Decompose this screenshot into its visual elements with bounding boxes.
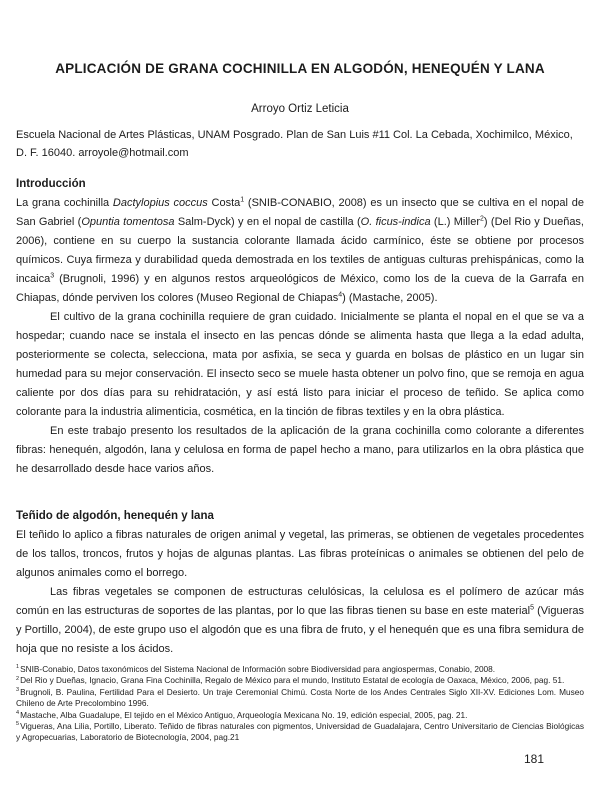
- footnotes: [16, 664, 584, 744]
- paragraph: [16, 526, 584, 583]
- text-run: (Vigueras y Portillo, 2004), de este grupo uso el algodón que es una fibra de fruto, y el henequén que es una fibra semidura de hoja que no resiste a los ácidos.: [16, 605, 585, 655]
- paragraph: [16, 583, 584, 659]
- text-run: El teñido lo aplico a fibras naturales de origen animal y vegetal, las primeras, se obtienen de vegetales procedentes de los tallos, troncos, frutos y hojas de algunas plantas. Las fibras proteínicas o animales se obtienen del pelo de algunos animales como el borrego.: [16, 529, 584, 579]
- species-name: Dactylopius coccus: [112, 197, 208, 209]
- paragraph: [16, 422, 584, 479]
- footnote-ref: 3: [50, 272, 55, 280]
- footnote-number: 2: [16, 675, 20, 682]
- paragraph: [16, 194, 584, 308]
- text-run: ) (Del Rio y Dueñas, 2006), contiene en su cuerpo la sustancia colorante llamada ácido carmínico, éste se obtiene por procesos químicos. Cuya firmeza y durabilidad queda demostrada en los textiles de antiguas culturas prehispánicas, como la incaica: [16, 216, 584, 285]
- sections: [16, 175, 584, 659]
- section-heading: Introducción: [16, 178, 86, 190]
- text-run: La grana cochinilla: [16, 197, 113, 209]
- footnote-text: Vigueras, Ana Lilia, Portillo, Liberato. Teñido de fibras naturales con pigmentos, Universidad de Guadalajara, Centro Universitario de Ciencias Biológicas y Agropecuarias, Laboratorio de Biotecnología, 2004, pag.21: [16, 721, 584, 743]
- footnote-number: 1: [16, 664, 20, 671]
- author-affiliation: Escuela Nacional de Artes Plásticas, UNAM Posgrado. Plan de San Luis #11 Col. La Cebada, Xochimilco, México, D. F. 16040. arroyole@hotmail.com: [16, 129, 573, 159]
- text-run: Las fibras vegetales se componen de estructuras celulósicas, la celulosa es el polímero de azúcar más común en las estructuras de soportes de las plantas, por lo que las fibras tienen su base en este material: [16, 586, 584, 617]
- section-2: [16, 507, 584, 659]
- text-run: El cultivo de la grana cochinilla requiere de gran cuidado. Inicialmente se planta el nopal en el que se va a hospedar; cuando nace se instala el insecto en las pencas dónde se alimenta hasta que llega a la edad adulta, posteriormente se colecta, selecciona, mata por asfixia, se seca y guarda en bolsas de plástico en un lugar sin humedad para su mejor conservación. El insecto seco se muele hasta obtener un polvo fino, que se remoja en agua caliente por dos días para su rehidratación, y así está listo para iniciar el proceso de teñido. Se aplica como colorante para la industria alimenticia, cosmética, en la tinción de fibras textiles y en la obra plástica.: [16, 311, 584, 418]
- footnote-number: 3: [16, 687, 20, 694]
- footnote-text: Del Rio y Dueñas, Ignacio, Grana Fina Cochinilla, Regalo de México para el mundo, Instituto Estatal de ecología de Oaxaca, México, 2006, pag. 51.: [20, 675, 565, 686]
- text-run: (SNIB-CONABIO, 2008) es un insecto que se cultiva en el nopal de San Gabriel (: [16, 197, 584, 228]
- page-number: 181: [523, 752, 544, 766]
- footnote-text: SNIB-Conabio, Datos taxonómicos del Sistema Nacional de Información sobre Biodiversidad para angiospermas, Conabio, 2008.: [20, 664, 496, 674]
- footnote-ref: 4: [338, 291, 343, 299]
- text-run: En este trabajo presento los resultados de la aplicación de la grana cochinilla como colorante a diferentes fibras: henequén, algodón, lana y celulosa en forma de papel hecho a mano, para utilizarlos en la obra plástica que he desarrollado desde hace varios años.: [16, 425, 584, 475]
- footnote: [16, 687, 584, 710]
- footnote-number: 4: [16, 709, 20, 716]
- footnote-ref: 1: [240, 196, 245, 204]
- footnote-text: Brugnoli, B. Paulina, Fertilidad Para el Desierto. Un traje Ceremonial Chimú. Costa Norte de los Andes Centrales Siglo XII-XV. Ediciones Lom. Museo Chileno de Arte Precolombino 1996.: [16, 686, 584, 709]
- text-run: Salm-Dyck) y en el nopal de castilla (: [174, 216, 361, 228]
- footnote-text: Mastache, Alba Guadalupe, El tejido en el México Antiguo, Arqueología Mexicana No. 19, edición especial, 2005, pag. 21.: [20, 709, 468, 720]
- page-title: APLICACIÓN DE GRANA COCHINILLA EN ALGODÓN, HENEQUÉN Y LANA: [55, 61, 545, 76]
- section-heading: Teñido de algodón, henequén y lana: [16, 510, 214, 522]
- text-run: (L.) Miller: [430, 216, 481, 228]
- text-run: ) (Mastache, 2005).: [342, 292, 438, 304]
- footnote-ref: 5: [530, 604, 534, 612]
- species-name: O. ficus-indica: [360, 216, 431, 228]
- footnote-number: 5: [16, 721, 20, 728]
- footnote: [16, 664, 584, 675]
- footnote: [16, 721, 584, 744]
- paragraph: [16, 308, 584, 422]
- author-name: Arroyo Ortiz Leticia: [251, 103, 349, 115]
- text-run: (Brugnoli, 1996) y en algunos restos arqueológicos de México, como los de la cueva de la Garrafa en Chiapas, dónde perviven los colores (Museo Regional de Chiapas: [16, 273, 584, 304]
- footnote-ref: 2: [480, 215, 484, 223]
- species-name: Opuntia tomentosa: [81, 216, 175, 228]
- footnote: [16, 710, 584, 721]
- text-run: Costa: [207, 197, 241, 209]
- section-1: [16, 175, 584, 479]
- footnote: [16, 675, 584, 686]
